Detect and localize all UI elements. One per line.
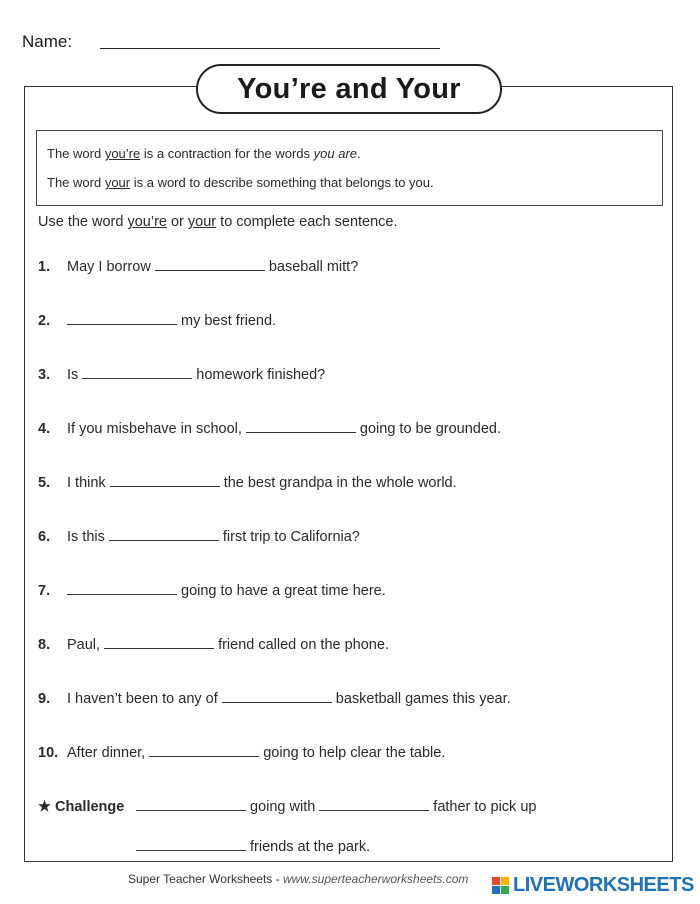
logo-square-3 [492, 886, 500, 894]
question-7 [38, 582, 386, 599]
footer-url[interactable]: www.superteacherworksheets.com [282, 872, 469, 886]
question-text-after: basketball games this year. [335, 691, 511, 707]
question-text-before: Is [67, 367, 79, 383]
answer-blank[interactable] [149, 744, 259, 757]
def1-word: you’re [104, 146, 141, 161]
question-8 [38, 636, 389, 653]
answer-blank[interactable] [246, 420, 356, 433]
def1-mid: is a contraction for the words [140, 146, 314, 161]
question-text-after: going to help clear the table. [263, 745, 446, 761]
question-10 [38, 744, 445, 761]
challenge-line-2 [132, 838, 370, 855]
question-number: 4. [38, 421, 51, 437]
question-4 [38, 420, 501, 437]
def2-word: your [104, 175, 131, 190]
challenge-part-1: going with [250, 799, 316, 815]
answer-blank[interactable] [67, 582, 177, 595]
answer-blank[interactable] [155, 258, 265, 271]
definition-box [36, 130, 663, 206]
question-text-after: baseball mitt? [268, 259, 359, 275]
question-text-after: first trip to California? [222, 529, 360, 545]
challenge-blank-2[interactable] [319, 798, 429, 811]
question-3 [38, 366, 325, 383]
question-number: 10. [38, 745, 59, 761]
def2-pre: The word [47, 175, 105, 190]
instr-word2: your [187, 214, 217, 230]
question-text-after: friend called on the phone. [218, 637, 389, 653]
answer-blank[interactable] [67, 312, 177, 325]
def2-post: is a word to describe something that belongs to you. [130, 175, 434, 190]
liveworksheets-text: LIVEWORKSHEETS [513, 874, 694, 896]
instructions [38, 214, 398, 230]
question-9 [38, 690, 511, 707]
question-2 [38, 312, 276, 329]
question-text-before: After dinner, [67, 745, 146, 761]
question-text-before: I haven’t been to any of [67, 691, 218, 707]
question-1 [38, 258, 358, 275]
question-text-after: the best grandpa in the whole world. [223, 475, 457, 491]
footer-credit [128, 872, 468, 886]
answer-blank[interactable] [104, 636, 214, 649]
question-text-before: Is this [67, 529, 105, 545]
question-number: 9. [38, 691, 51, 707]
instr-pre: Use the word [38, 214, 128, 230]
challenge-blank-3[interactable] [136, 838, 246, 851]
question-text-after: going to have a great time here. [181, 583, 386, 599]
question-text-before: Paul, [67, 637, 101, 653]
question-text-before: I think [67, 475, 106, 491]
question-number: 6. [38, 529, 51, 545]
instr-mid: or [166, 214, 188, 230]
instr-word1: you’re [127, 214, 167, 230]
answer-blank[interactable] [82, 366, 192, 379]
liveworksheets-logo [492, 874, 694, 897]
question-number: 5. [38, 475, 51, 491]
answer-blank[interactable] [110, 474, 220, 487]
question-text-before: May I borrow [67, 259, 151, 275]
answer-blank[interactable] [222, 690, 332, 703]
question-6 [38, 528, 360, 545]
question-text-after: going to be grounded. [359, 421, 501, 437]
liveworksheets-grid-icon [492, 877, 509, 894]
def1-post: . [357, 146, 361, 161]
question-number: 1. [38, 259, 51, 275]
challenge-line-1 [38, 798, 536, 815]
definition-line-2 [47, 175, 434, 190]
name-label: Name: [22, 32, 73, 51]
instr-post: to complete each sentence. [216, 214, 398, 230]
logo-square-1 [492, 877, 500, 885]
question-number: 2. [38, 313, 51, 329]
worksheet-title: You’re and Your [196, 64, 502, 114]
answer-blank[interactable] [109, 528, 219, 541]
footer-site: Super Teacher Worksheets - [128, 872, 283, 886]
def1-pre: The word [47, 146, 105, 161]
challenge-blank-1[interactable] [136, 798, 246, 811]
logo-square-2 [501, 877, 509, 885]
logo-square-4 [501, 886, 509, 894]
def1-phrase: you are [313, 146, 358, 161]
question-5 [38, 474, 457, 491]
question-text-before: If you misbehave in school, [67, 421, 242, 437]
question-number: 7. [38, 583, 51, 599]
question-number: 8. [38, 637, 51, 653]
question-text-after: my best friend. [181, 313, 277, 329]
question-number: 3. [38, 367, 51, 383]
challenge-label: ★ Challenge [38, 799, 125, 815]
question-text-after: homework finished? [196, 367, 326, 383]
definition-line-1 [47, 146, 361, 161]
challenge-part-3: friends at the park. [250, 839, 371, 855]
challenge-part-2: father to pick up [433, 799, 537, 815]
name-field[interactable] [100, 48, 440, 49]
